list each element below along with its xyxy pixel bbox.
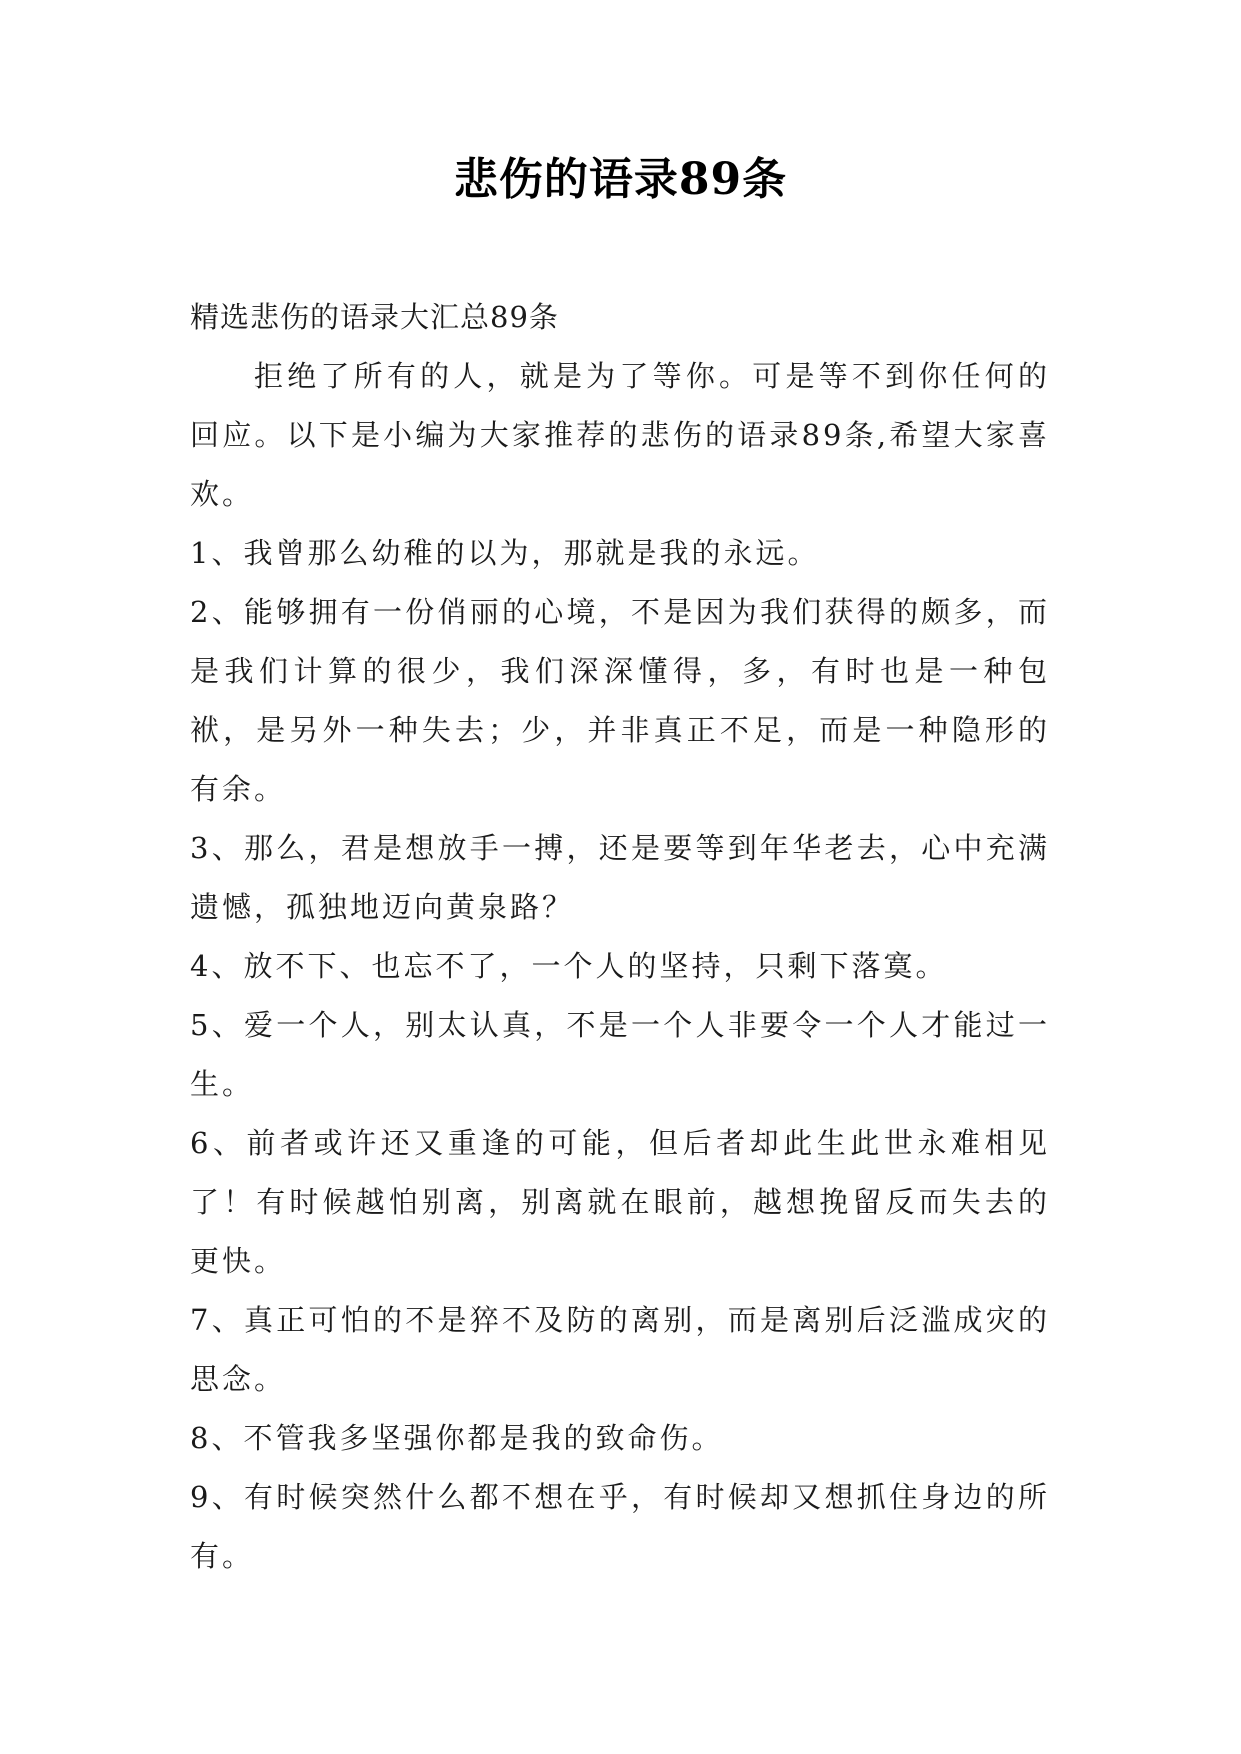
quote-item: 2、能够拥有一份俏丽的心境，不是因为我们获得的颇多，而是我们计算的很少，我们深深懂得，多，有时也是一种包袱，是另外一种失去；少，并非真正不足，而是一种隐形的有余。 (190, 595, 1050, 806)
quote-item: 5、爱一个人，别太认真，不是一个人非要令一个人才能过一生。 (190, 1008, 1050, 1101)
document-subtitle: 精选悲伤的语录大汇总89条 (190, 300, 559, 334)
quote-item: 6、前者或许还又重逢的可能，但后者却此生此世永难相见了！有时候越怕别离，别离就在眼前，越想挽留反而失去的更快。 (190, 1126, 1050, 1278)
quote-item: 8、不管我多坚强你都是我的致命伤。 (190, 1421, 724, 1455)
document-title: 悲伤的语录89条 (453, 154, 788, 205)
quote-item: 7、真正可怕的不是猝不及防的离别，而是离别后泛滥成灾的思念。 (190, 1303, 1050, 1396)
intro-paragraph: 拒绝了所有的人，就是为了等你。可是等不到你任何的回应。以下是小编为大家推荐的悲伤的语录89条,希望大家喜欢。 (190, 359, 1050, 511)
document-body (190, 288, 1050, 1586)
quote-item: 9、有时候突然什么都不想在乎，有时候却又想抓住身边的所有。 (190, 1480, 1050, 1573)
quote-item: 1、我曾那么幼稚的以为，那就是我的永远。 (190, 536, 820, 570)
quote-item: 3、那么，君是想放手一搏，还是要等到年华老去，心中充满遗憾，孤独地迈向黄泉路？ (190, 831, 1050, 924)
quote-item: 4、放不下、也忘不了，一个人的坚持，只剩下落寞。 (190, 949, 948, 983)
